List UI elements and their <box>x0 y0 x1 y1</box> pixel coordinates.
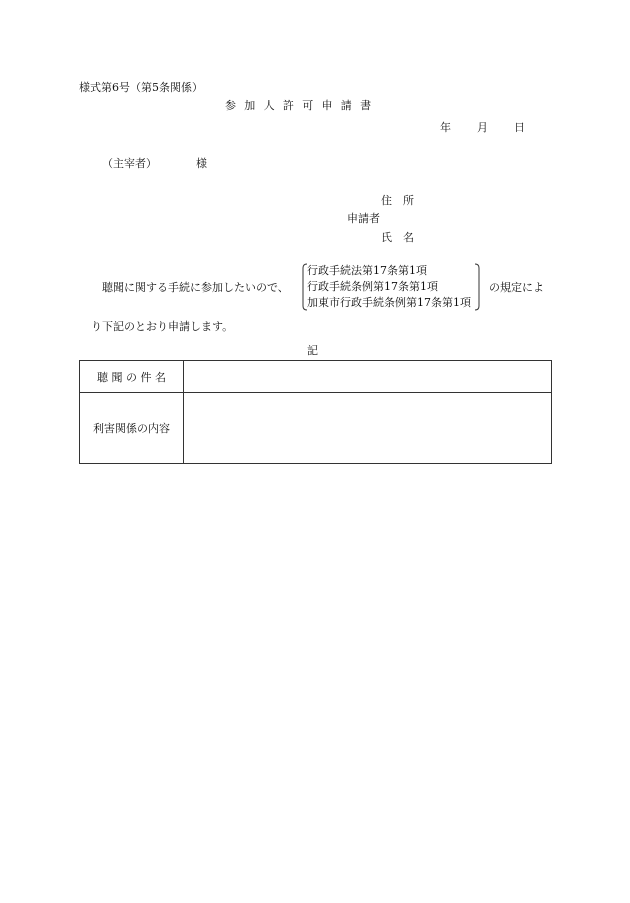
table-row <box>80 393 552 464</box>
address-label: 住 所 <box>381 194 414 207</box>
interest-content-field[interactable] <box>184 393 552 464</box>
body-text-before: 聴聞に関する手続に参加したいので、 <box>102 281 289 294</box>
ki-heading: 記 <box>307 344 318 357</box>
addressee-honorific: 様 <box>196 157 207 170</box>
law-bracket-group <box>301 263 481 311</box>
application-table <box>79 360 552 464</box>
addressee-label: （主宰者） <box>102 157 157 170</box>
law-option: 行政手続条例第17条第1項 <box>307 280 438 293</box>
law-option: 加東市行政手続条例第17条第1項 <box>307 296 471 309</box>
body-text-continuation: り下記のとおり申請します。 <box>91 320 234 333</box>
applicant-label: 申請者 <box>347 212 380 225</box>
body-text-after: の規定によ <box>489 281 544 294</box>
table-label: 聴 聞 の 件 名 <box>80 361 184 393</box>
table-row <box>80 361 552 393</box>
document-title: 参加人許可申請書 <box>225 99 380 112</box>
hearing-title-field[interactable] <box>184 361 552 393</box>
date-year: 年 <box>440 121 451 134</box>
date-month: 月 <box>477 121 488 134</box>
date-day: 日 <box>514 121 525 134</box>
name-label: 氏 名 <box>381 231 414 244</box>
table-label: 利害関係の内容 <box>80 393 184 464</box>
form-number: 様式第6号（第5条関係） <box>79 81 203 94</box>
law-option: 行政手続法第17条第1項 <box>307 264 427 277</box>
date-line <box>440 122 525 133</box>
